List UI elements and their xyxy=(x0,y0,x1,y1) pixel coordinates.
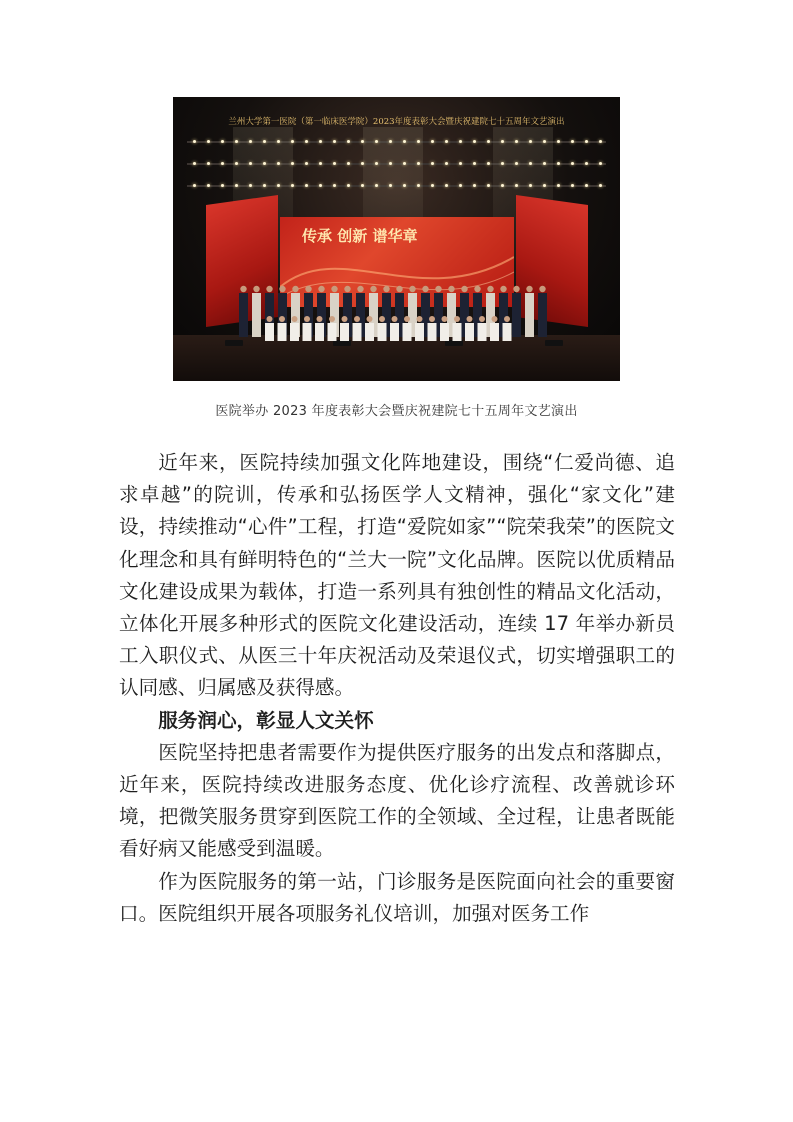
photo-banner-text: 兰州大学第一医院（第一临床医学院）2023年度表彰大会暨庆祝建院七十五周年文艺演出 xyxy=(228,117,565,127)
paragraph: 近年来，医院持续加强文化阵地建设，围绕“仁爱尚德、追求卓越”的院训，传承和弘扬医学人文精神，强化“家文化”建设，持续推动“心件”工程，打造“爱院如家”“院荣我荣”的医院文化理念和具有鲜明特色的“兰大一院”文化品牌。医院以优质精品文化建设成果为载体，打造一系列具有独创性的精品文化活动，立体化开展多种形式的医院文化建设活动，连续 17 年举办新员工入职仪式、从医三十年庆祝活动及荣退仪式，切实增强职工的认同感、归属感及获得感。 xyxy=(119,451,675,700)
paragraph: 作为医院服务的第一站，门诊服务是医院面向社会的重要窗口。医院组织开展各项服务礼仪培训，加强对医务工作 xyxy=(119,869,675,925)
section-heading: 服务润心，彰显人文关怀 xyxy=(158,708,374,732)
event-photo xyxy=(173,97,620,381)
paragraph: 医院坚持把患者需要作为提供医疗服务的出发点和落脚点，近年来，医院持续改进服务态度、优化诊疗流程、改善就诊环境，把微笑服务贯穿到医院工作的全领域、全过程，让患者既能看好病又能感受到温暖。 xyxy=(119,740,675,861)
screen-title: 传承 创新 谱华章 xyxy=(302,227,418,245)
article-body xyxy=(119,447,675,930)
photo-caption: 医院举办 2023 年度表彰大会暨庆祝建院七十五周年文艺演出 xyxy=(215,404,578,419)
group-of-people xyxy=(173,97,620,381)
